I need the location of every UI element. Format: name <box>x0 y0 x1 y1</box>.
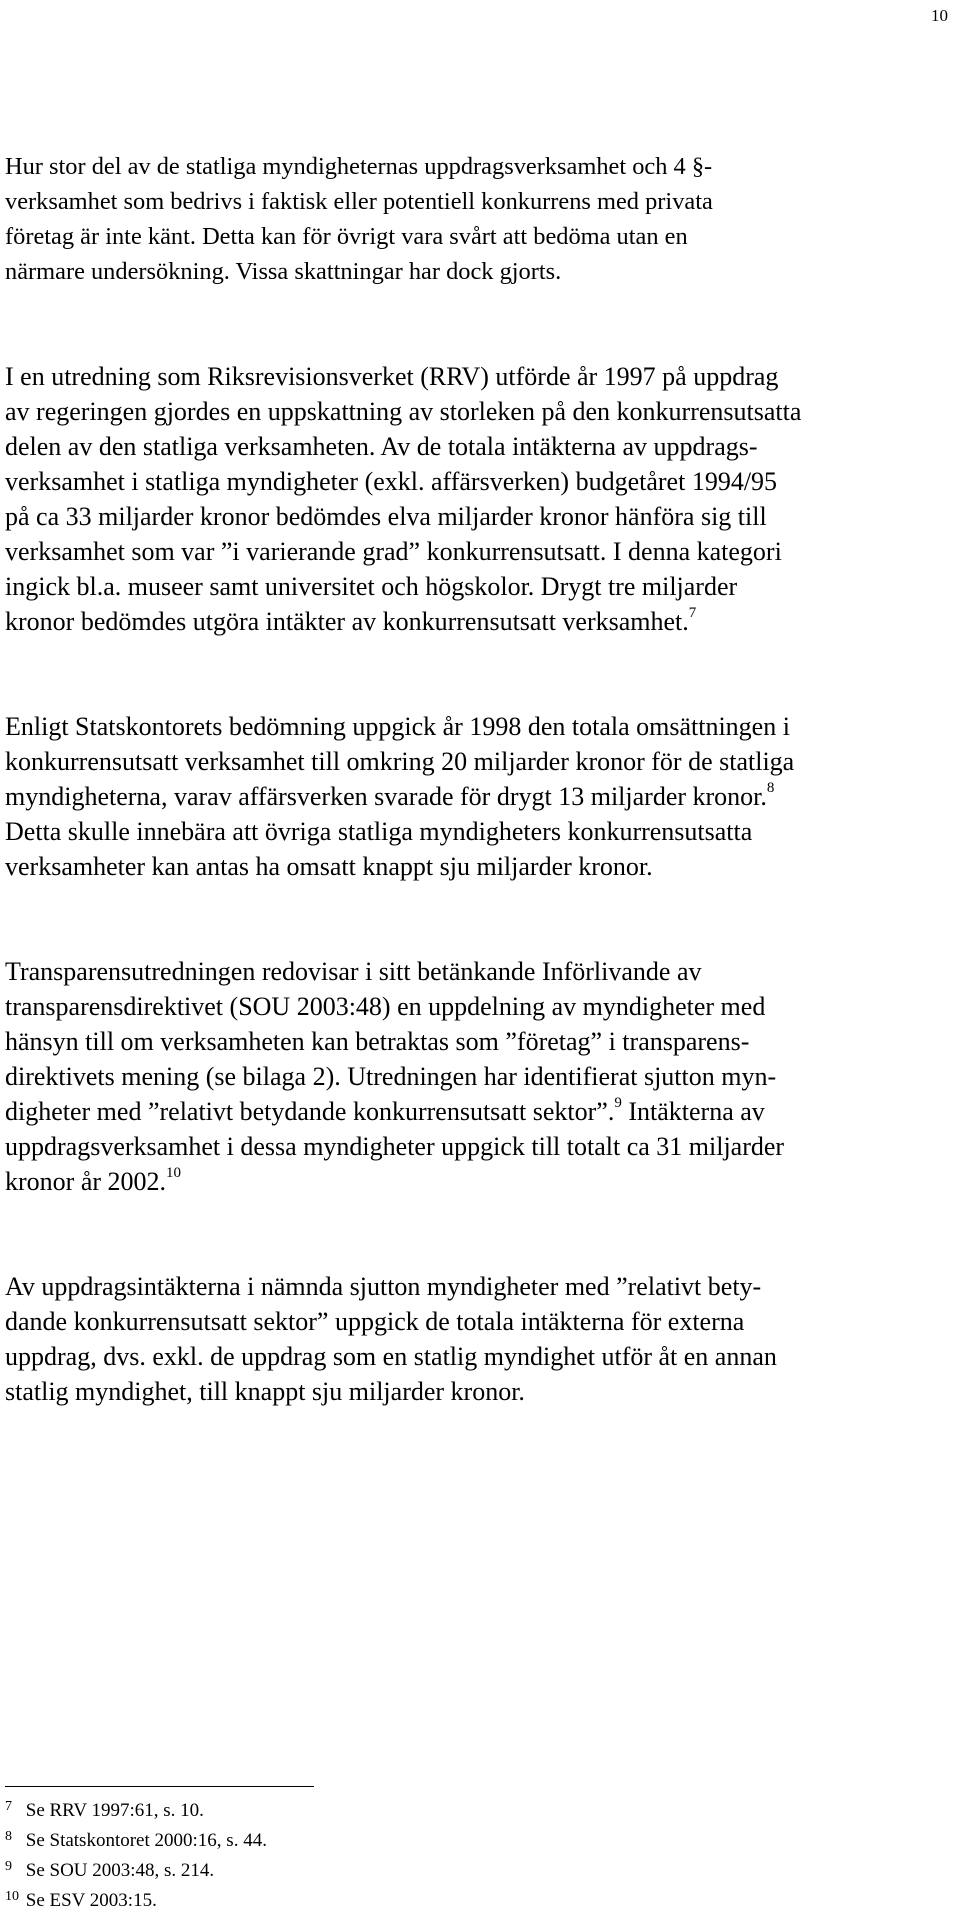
paragraph-5-text: Av uppdragsintäkterna i nämnda sjutton myndigheter med ”relativt bety- dande konkurrensutsatt sektor” uppgick de totala intäkterna för externa uppdrag, dvs. exkl. de uppdrag som en statlig myndighet utför åt en annan statlig myndighet, till knappt sju miljarder kronor. <box>5 1272 777 1406</box>
page-number: 10 <box>931 6 948 25</box>
footnote-reference-10: 10 <box>166 1165 182 1182</box>
footnote-7: 7 Se RRV 1997:61, s. 10. <box>5 1799 204 1821</box>
footnote-text: Se ESV 2003:15. <box>25 1890 157 1911</box>
footnote-text: Se SOU 2003:48, s. 214. <box>25 1860 215 1881</box>
footnote-reference-9: 9 <box>614 1095 622 1112</box>
footnote-10: 10 Se ESV 2003:15. <box>5 1889 157 1911</box>
footnote-text: Se Statskontoret 2000:16, s. 44. <box>25 1830 267 1851</box>
footnote-separator <box>5 1786 314 1787</box>
footnote-9: 9 Se SOU 2003:48, s. 214. <box>5 1859 215 1881</box>
paragraph-5 <box>5 1234 953 1409</box>
footnote-reference-8: 8 <box>766 780 775 797</box>
footnote-reference-7: 7 <box>688 605 697 622</box>
paragraph-2 <box>5 324 953 639</box>
body-text <box>5 114 953 1444</box>
paragraph-1-text: Hur stor del av de statliga myndigheternas uppdragsverksamhet och 4 §- verksamhet som bedrivs i faktisk eller potentiell konkurrens med privata företag är inte känt. Detta kan för övrigt vara svårt att bedöma utan en närmare undersökning. Vissa skattningar har dock gjorts. <box>5 153 713 285</box>
paragraph-2-text: I en utredning som Riksrevisionsverket (RRV) utförde år 1997 på uppdrag av regeringen gjordes en uppskattning av storleken på den konkurrensutsatta delen av den statliga verksamheten. Av de totala intäkterna av uppdrags- verksamhet i statliga myndigheter (exkl. affärsverken) budgetåret 1994/95 på ca 33 miljarder kronor bedömdes elva miljarder kronor hänföra sig till verksamhet som var ”i varierande grad” konkurrensutsatt. I denna kategori ingick bl.a. museer samt universitet och högskolor. Drygt tre miljarder kronor bedömdes utgöra intäkter av konkurrensutsatt verksamhet. <box>5 362 802 636</box>
footnote-text: Se RRV 1997:61, s. 10. <box>25 1800 204 1821</box>
paragraph-4 <box>5 919 953 1199</box>
paragraph-3 <box>5 674 953 884</box>
footnotes <box>5 1796 705 1916</box>
paragraph-4-text-a: Transparensutredningen redovisar i sitt betänkande Införlivande av transparensdirektivet (SOU 2003:48) en uppdelning av myndigheter med hänsyn till om verksamheten kan betraktas som ”företag” i transparens- direktivets mening (se bilaga 2). Utredningen har identifierat sjutton myn- digheter med ”relativt betydande konkurrensutsatt sektor”. <box>5 957 777 1126</box>
paragraph-3-text-b: Detta skulle innebära att övriga statliga myndigheters konkurrensutsatta verksamheter kan antas ha omsatt knappt sju miljarder kronor. <box>5 817 753 881</box>
paragraph-3-text-a: Enligt Statskontorets bedömning uppgick år 1998 den totala omsättningen i konkurrensutsatt verksamhet till omkring 20 miljarder kronor för de statliga myndigheterna, varav affärsverken svarade för drygt 13 miljarder kronor. <box>5 712 795 811</box>
paragraph-1 <box>5 114 953 289</box>
paragraph-4-text-b: Intäkterna av uppdragsverksamhet i dessa myndigheter uppgick till totalt ca 31 miljarder kronor år 2002. <box>5 1097 785 1196</box>
footnote-8: 8 Se Statskontoret 2000:16, s. 44. <box>5 1829 267 1851</box>
